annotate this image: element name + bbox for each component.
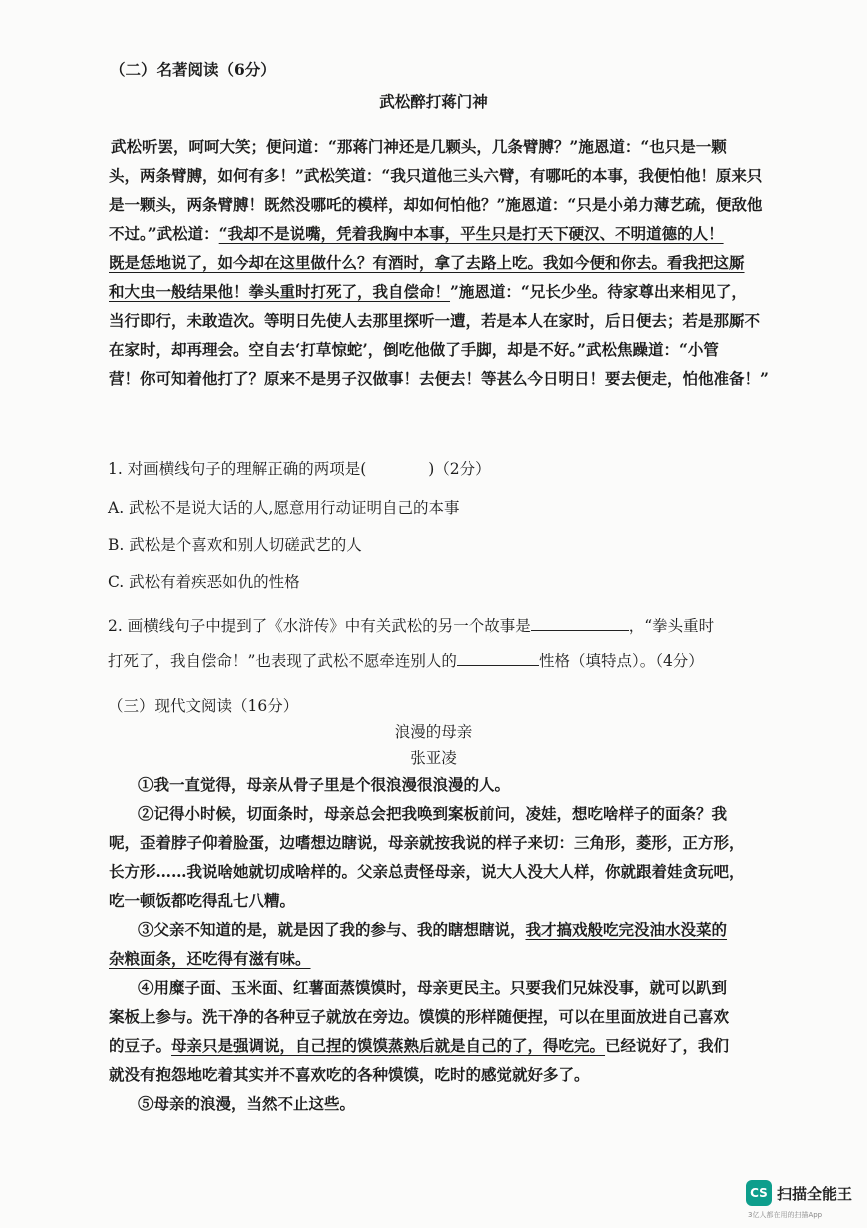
paragraph-2-line3: 长方形……我说啥她就切成啥样的。父亲总责怪母亲，说大人没大人样，你就跟着娃贪玩吧， bbox=[109, 862, 745, 881]
underlined-sentence-part1: “我却不是说嘴，凭着我胸中本事，平生只是打天下硬汉、不明道德的人！ bbox=[218, 224, 724, 243]
paragraph-3-underlined-a: 我才搞戏般吃完没油水没菜的 bbox=[525, 920, 728, 939]
paragraph-4-line2: 案板上参与。洗干净的各种豆子就放在旁边。馍馍的形样随便捏，可以在里面放进自己喜欢 bbox=[109, 1007, 730, 1026]
question-1: 1. 对画横线句子的理解正确的两项是( )（2分） bbox=[108, 460, 491, 478]
passage-line-2: 头，两条臂膊，如何有多！”武松笑道：“我只道他三头六臂，有哪吒的本事，我便怕他！原来只 bbox=[109, 166, 763, 185]
passage-line-5 bbox=[109, 248, 745, 277]
paragraph-5: ⑤母亲的浪漫，当然不止这些。 bbox=[138, 1094, 356, 1113]
paragraph-2-line2: 呢，歪着脖子仰着脸蛋，边嗜想边瞎说，母亲就按我说的样子来切：三角形，菱形，正方形， bbox=[109, 833, 745, 852]
passage-line-4 bbox=[109, 219, 734, 248]
section3-heading: （三）现代文阅读（16分） bbox=[108, 697, 299, 715]
option-a: A. 武松不是说大话的人,愿意用行动证明自己的本事 bbox=[108, 499, 460, 517]
paragraph-1: ①我一直觉得，母亲从骨子里是个很浪漫很浪漫的人。 bbox=[138, 775, 511, 794]
scanner-watermark bbox=[746, 1180, 856, 1224]
option-b: B. 武松是个喜欢和别人切磋武艺的人 bbox=[108, 536, 362, 554]
paragraph-4-line3-end: 已经说好了，我们 bbox=[605, 1036, 730, 1055]
passage-line-8: 在家时，却再理会。空自去‘打草惊蛇’，倒吃他做了手脚，却是不好。”武松焦躁道：“小管 bbox=[109, 340, 719, 359]
option-c: C. 武松有着疾恶如仇的性格 bbox=[108, 573, 300, 591]
section3-passage bbox=[109, 770, 745, 1118]
passage-line-9: 营！你可知着他打了？原来不是男子汉做事！去便去！等甚么今日明日！要去便走，怕他准备！” bbox=[109, 369, 769, 388]
paragraph-4-underlined: 母亲只是强调说，自己捏的馍馍蒸熟后就是自己的了，得吃完。 bbox=[171, 1036, 606, 1055]
passage-line-1: 武松听罢，呵呵大笑；便问道：“那蒋门神还是几颗头，几条臂膊？”施恩道：“也只是一颗 bbox=[111, 137, 727, 156]
underlined-sentence-part2: 既是恁地说了，如今却在这里做什么？有酒时，拿了去路上吃。我如今便和你去。看我把这厮 bbox=[109, 253, 745, 272]
question-2-text-d: 性格（填特点）。（4分） bbox=[538, 652, 704, 670]
question-2-text-c: 打死了，我自偿命！”也表现了武松不愿牵连别人的 bbox=[108, 652, 457, 670]
paragraph-4-line1: ④用糜子面、玉米面、红薯面蒸馍馍时，母亲更民主。只要我们兄妹没事，就可以趴到 bbox=[138, 978, 728, 997]
paragraph-4-line3-start: 的豆子。 bbox=[109, 1036, 172, 1055]
passage-line-4-start: 不过。”武松道： bbox=[109, 224, 219, 243]
paragraph-2-line1: ②记得小时候，切面条时，母亲总会把我唤到案板前问，凌娃，想吃啥样子的面条？我 bbox=[138, 804, 728, 823]
paragraph-3-line2 bbox=[109, 944, 734, 973]
paragraph-3-start: ③父亲不知道的是，就是因了我的参与、我的瞎想瞎说， bbox=[138, 920, 526, 939]
section2-passage bbox=[109, 132, 769, 393]
answer-blank-story[interactable] bbox=[531, 630, 629, 631]
camscanner-logo-icon: CS bbox=[746, 1180, 772, 1206]
paragraph-3-underlined-b: 杂粮面条，还吃得有滋有味。 bbox=[109, 949, 311, 968]
passage-line-6 bbox=[109, 277, 747, 306]
question-2-text-b: ，“拳头重时 bbox=[628, 617, 715, 635]
passage-line-7: 当行即行，未敢造次。等明日先使人去那里探听一遭，若是本人在家时，后日便去；若是那厮不 bbox=[109, 311, 761, 330]
answer-blank-trait[interactable] bbox=[457, 665, 539, 666]
watermark-tagline: 3亿人都在用的扫描App bbox=[748, 1211, 823, 1219]
section2-title: 武松醉打蒋门神 bbox=[379, 92, 488, 111]
paragraph-3-line1 bbox=[109, 915, 734, 944]
question-2-line2 bbox=[108, 649, 704, 671]
section2-heading: （二）名著阅读（6分） bbox=[110, 60, 276, 79]
passage-line-3: 是一颗头，两条臂膊！既然没哪吒的模样，却如何怕他？”施恩道：“只是小弟力薄艺疏，便敌他 bbox=[109, 195, 763, 214]
watermark-app-name: 扫描全能王 bbox=[777, 1185, 853, 1203]
question-2-line1 bbox=[108, 614, 714, 636]
section3-author: 张亚凌 bbox=[410, 749, 457, 767]
paragraph-2-line4: 吃一顿饭都吃得乱七八糟。 bbox=[109, 891, 296, 910]
question-2-text-a: 2. 画横线句子中提到了《水浒传》中有关武松的另一个故事是 bbox=[108, 617, 531, 635]
paragraph-4-line4: 就没有抱怨地吃着其实并不喜欢吃的各种馍馍，吃时的感觉就好多了。 bbox=[109, 1065, 590, 1084]
paragraph-4-line3 bbox=[109, 1031, 734, 1060]
passage-line-6-rest: ”施恩道：“兄长少坐。待家尊出来相见了， bbox=[450, 282, 747, 301]
section3-title: 浪漫的母亲 bbox=[394, 723, 473, 741]
underlined-sentence-part3: 和大虫一般结果他！拳头重时打死了，我自偿命！ bbox=[109, 282, 451, 301]
